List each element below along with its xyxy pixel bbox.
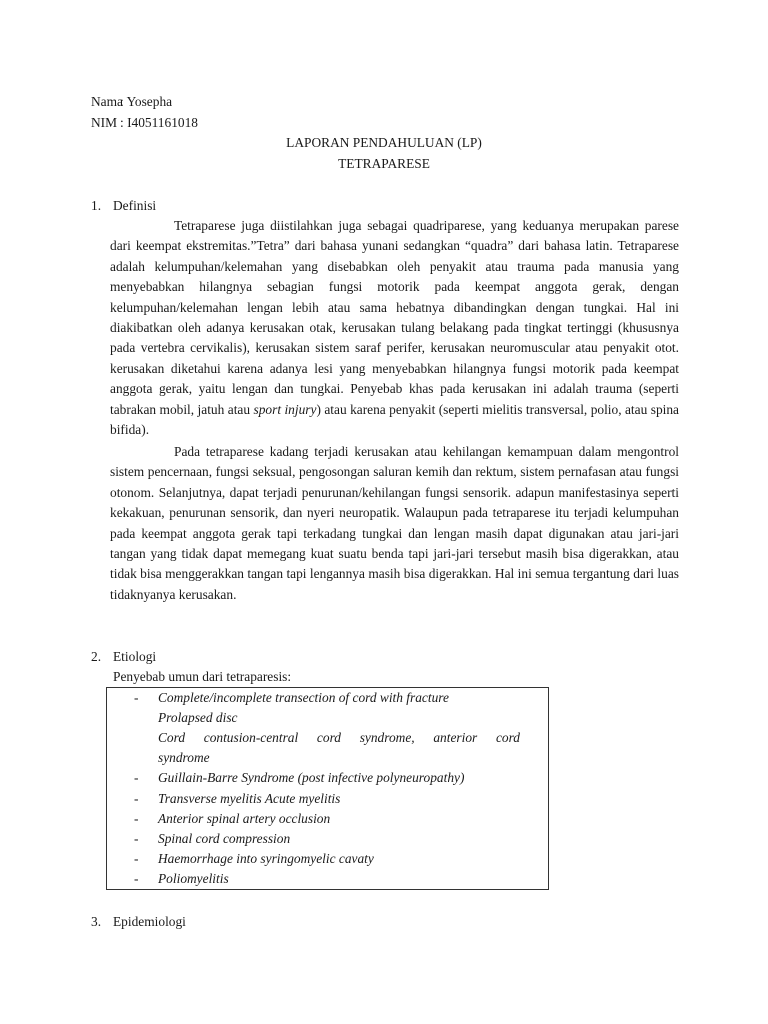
section-2-number: 2. xyxy=(91,649,102,664)
cause-text: Complete/incomplete transection of cord with fracture xyxy=(158,690,449,705)
definisi-p1-text: Tetraparese juga diistilahkan juga sebagai quadriparese, yang keduanya merupakan parese dari keempat ekstremitas.”Tetra” dari bahasa yunani sedangkan “quadra” dari bahasa latin. Tetraparese adalah kelumpuhan/kelemahan yang disebabkan oleh penyakit atau trauma pada manusia yang menyebabkan hilangnya sebagian fungsi motorik pada keempat anggota gerak, dengan kelumpuhan/kelemahan lengan lebih atau sama hebatnya dibandingkan dengan tungkai. Hal ini diakibatkan oleh adanya kerusakan otak, kerusakan tulang belakang pada tingkat tertinggi (khususnya pada vertebra cervikalis), kerusakan sistem saraf perifer, kerusakan neuromuscular atau penyakit otot. kerusakan diketahui karena adanya lesi yang menyebabkan hilangnya fungsi motorik pada keempat anggota gerak, yaitu lengan dan tungkai. Penyebab khas pada kerusakan ini adalah trauma (seperti tabrakan mobil, jatuh atau xyxy=(110,218,679,417)
cause-item xyxy=(107,869,548,889)
cause-text: Cord contusion-central cord syndrome, anterior cord xyxy=(158,730,520,745)
nama-value: : Yosepha xyxy=(120,94,173,109)
cause-text: Guillain-Barre Syndrome (post infective polyneuropathy) xyxy=(158,770,465,785)
cause-dash: - xyxy=(134,791,139,806)
cause-text: Spinal cord compression xyxy=(158,831,291,846)
cause-item xyxy=(107,708,548,728)
cause-item xyxy=(107,829,548,849)
cause-text: Poliomyelitis xyxy=(158,871,229,886)
etiologi-intro: Penyebab umun dari tetraparesis: xyxy=(113,669,292,684)
nim-value: : I4051161018 xyxy=(120,115,198,130)
cause-dash: - xyxy=(134,690,139,705)
cause-text: Transverse myelitis Acute myelitis xyxy=(158,791,341,806)
cause-text: Prolapsed disc xyxy=(158,710,238,725)
etiologi-cause-table xyxy=(106,687,549,890)
definisi-p1-end: ) atau karena penyakit (seperti mielitis transversal, polio, atau spina bifida). xyxy=(110,401,679,438)
title-line-2: TETRAPARESE xyxy=(338,156,430,171)
definisi-paragraph-1 xyxy=(110,216,679,440)
cause-text: syndrome xyxy=(158,750,210,765)
nim-label: NIM xyxy=(91,115,118,130)
title-line-1: LAPORAN PENDAHULUAN (LP) xyxy=(286,135,482,150)
section-2-heading: Etiologi xyxy=(113,649,157,664)
section-3-number: 3. xyxy=(91,914,102,929)
nama-label: Nama xyxy=(91,94,123,109)
definisi-p1-italic: sport injury xyxy=(253,401,317,417)
section-1-number: 1. xyxy=(91,198,102,213)
cause-item xyxy=(107,849,548,869)
cause-item xyxy=(107,748,548,768)
cause-dash: - xyxy=(134,811,139,826)
cause-dash: - xyxy=(134,770,139,785)
cause-item xyxy=(107,789,548,809)
section-1-heading: Definisi xyxy=(113,198,157,213)
cause-item xyxy=(107,728,548,748)
cause-item xyxy=(107,688,548,708)
cause-text: Haemorrhage into syringomyelic cavaty xyxy=(158,851,374,866)
cause-text: Anterior spinal artery occlusion xyxy=(158,811,331,826)
cause-dash: - xyxy=(134,831,139,846)
cause-item xyxy=(107,768,548,788)
cause-dash: - xyxy=(134,851,139,866)
cause-dash: - xyxy=(134,871,139,886)
cause-item xyxy=(107,809,548,829)
section-3-heading: Epidemiologi xyxy=(113,914,186,929)
definisi-paragraph-2: Pada tetraparese kadang terjadi kerusakan atau kehilangan kemampuan dalam mengontrol sistem pencernaan, fungsi seksual, pengosongan saluran kemih dan rektum, sistem pernafasan atau fungsi otonom. Selanjutnya, dapat terjadi penurunan/kehilangan fungsi sensorik. adapun manifestasinya seperti kekakuan, penurunan sensorik, dan nyeri neuropatik. Walaupun pada tetraparese itu terjadi kelumpuhan pada keempat anggota gerak tapi terkadang tungkai dan lengan masih dapat digunakan atau jari-jari tangan yang tidak dapat memegang kuat suatu benda tapi jari-jari tersebut masih bisa digerakkan, atau tidak bisa menggerakkan tangan tapi lengannya masih bisa digerakkan. Hal ini semua tergantung dari luas tidaknyanya kerusakan. xyxy=(110,444,679,602)
